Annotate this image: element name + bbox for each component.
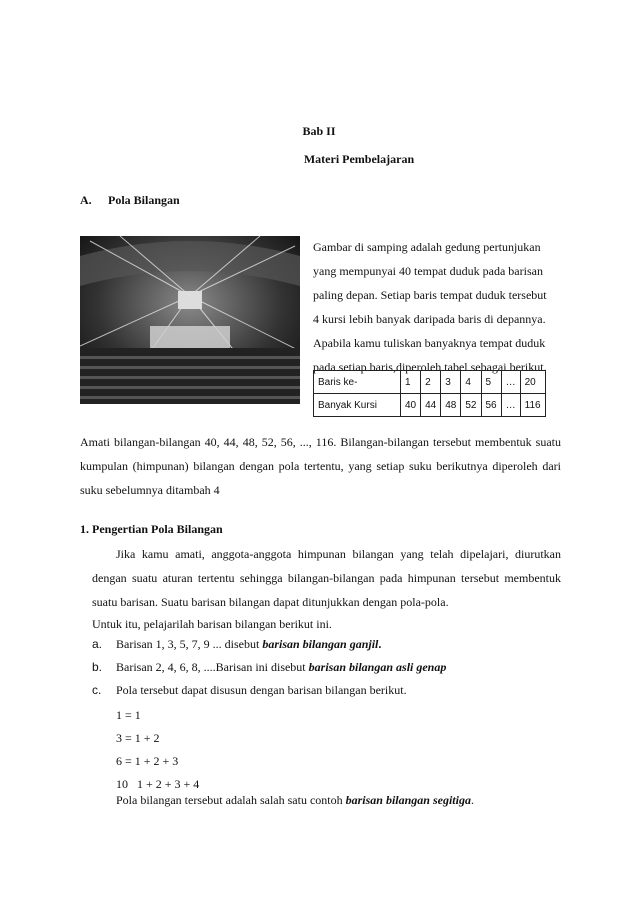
chapter-title: Bab II	[302, 124, 336, 138]
table-cell: 4	[461, 371, 481, 394]
section-1-title: 1. Pengertian Pola Bilangan	[80, 522, 223, 536]
table-cell: 3	[441, 371, 461, 394]
seats-table	[313, 370, 546, 417]
section-a-title: Pola Bilangan	[108, 193, 180, 207]
table-cell: 40	[401, 394, 421, 417]
intro-line: paling depan. Setiap baris tempat duduk tersebut	[313, 288, 547, 302]
list-item	[92, 634, 381, 654]
table-cell: 5	[481, 371, 501, 394]
list-text: Barisan 1, 3, 5, 7, 9 ... disebut	[116, 637, 263, 651]
section-1-paragraph: Jika kamu amati, anggota-anggota himpunan bilangan yang telah dipelajari, diurutkan dengan suatu aturan tertentu sehingga bilangan-bilangan pada himpunan tersebut membentuk suatu barisan. Suatu barisan bilangan dapat ditunjukkan dengan pola-pola.	[92, 547, 561, 609]
table-row	[314, 394, 546, 417]
intro-line: 4 kursi lebih banyak daripada baris di depannya.	[313, 312, 546, 326]
section-1-followup: Untuk itu, pelajarilah barisan bilangan berikut ini.	[92, 617, 332, 631]
list-emphasis: barisan bilangan ganjil	[262, 637, 379, 651]
closing-emphasis: barisan bilangan segitiga	[345, 793, 471, 807]
table-row	[314, 371, 546, 394]
intro-line: yang mempunyai 40 tempat duduk pada barisan	[313, 264, 543, 278]
section-a-letter: A.	[80, 193, 92, 207]
equations	[116, 704, 199, 796]
table-cell: 56	[481, 394, 501, 417]
equation: 10 1 + 2 + 3 + 4	[116, 777, 200, 791]
list-marker: c.	[92, 683, 102, 697]
list-text: Pola tersebut dapat disusun dengan barisan bilangan berikut.	[116, 683, 407, 697]
table-cell: Baris ke-	[314, 371, 401, 394]
theater-image	[80, 236, 300, 404]
theater-photo	[80, 236, 300, 404]
equation: 6 = 1 + 2 + 3	[116, 754, 179, 768]
table-cell: …	[501, 394, 520, 417]
equation: 3 = 1 + 2	[116, 731, 160, 745]
list-emphasis: barisan bilangan asli genap	[308, 660, 447, 674]
intro-text	[313, 235, 547, 379]
table-cell: 1	[401, 371, 421, 394]
chapter-subtitle: Materi Pembelajaran	[303, 152, 415, 166]
table-cell: 48	[441, 394, 461, 417]
table-cell: 20	[520, 371, 545, 394]
equation: 1 = 1	[116, 708, 141, 722]
list-marker: b.	[92, 660, 103, 674]
intro-line: pada setiap baris,diperoleh tabel sebagai berikut.	[313, 360, 547, 374]
table-cell: 116	[520, 394, 545, 417]
table-cell: 2	[421, 371, 441, 394]
list-punct: .	[378, 637, 382, 651]
closing-text: Pola bilangan tersebut adalah salah satu contoh	[116, 793, 346, 807]
list-marker: a.	[92, 637, 103, 651]
table-cell: …	[501, 371, 520, 394]
intro-line: Gambar di samping adalah gedung pertunjukan	[313, 240, 541, 254]
intro-line: Apabila kamu tuliskan banyaknya tempat duduk	[313, 336, 546, 350]
list-item	[92, 657, 446, 677]
closing-sentence	[116, 793, 474, 808]
closing-punct: .	[470, 793, 474, 807]
table-cell: 52	[461, 394, 481, 417]
list-text: Barisan 2, 4, 6, 8, ....Barisan ini disebut	[116, 660, 309, 674]
table-cell: 44	[421, 394, 441, 417]
list-item	[92, 680, 407, 700]
table-cell: Banyak Kursi	[314, 394, 401, 417]
amati-paragraph: Amati bilangan-bilangan 40, 44, 48, 52, 56, ..., 116. Bilangan-bilangan tersebut membentuk suatu kumpulan (himpunan) bilangan dengan pola tertentu, yang setiap suku berikutnya diperoleh dari suku sebelumnya ditambah 4	[80, 435, 561, 497]
